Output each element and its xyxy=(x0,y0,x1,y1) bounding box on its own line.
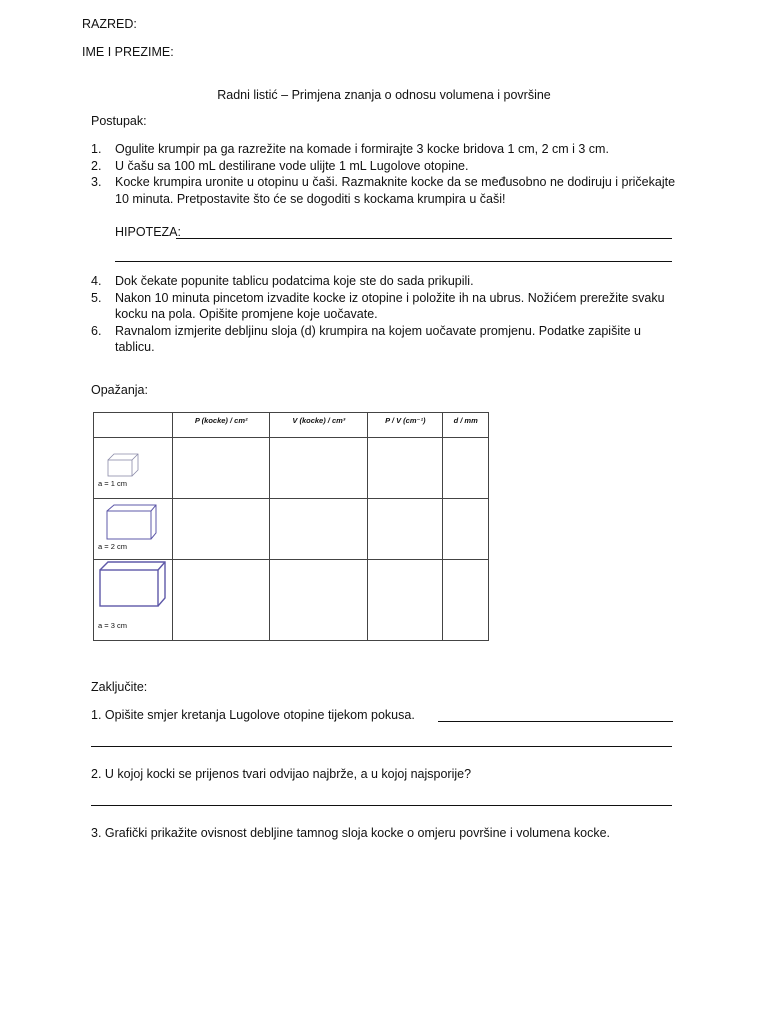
procedure-heading: Postupak: xyxy=(91,114,147,128)
header-cell-empty xyxy=(94,413,173,438)
cell-input[interactable] xyxy=(173,499,270,560)
cell-input[interactable] xyxy=(270,560,368,641)
observations-heading: Opažanja: xyxy=(91,383,148,397)
name-label: IME I PREZIME: xyxy=(82,45,174,59)
step-item: 6. Ravnalom izmjerite debljinu sloja (d) krumpira na kojem uočavate promjenu. Podatke zapišite u tablicu. xyxy=(91,323,641,355)
page-title: Radni listić – Primjena znanja o odnosu volumena i površine xyxy=(217,88,551,102)
hypothesis-line-1[interactable] xyxy=(176,238,672,239)
step-item: 5. Nakon 10 minuta pincetom izvadite kocke iz otopine i položite ih na ubrus. Nožićem prerežite svaku kocku na pola. Opišite promjene koje uočavate. xyxy=(91,290,665,322)
cube-cell-1cm xyxy=(94,438,173,499)
header-cell-thickness: d / mm xyxy=(443,413,489,438)
question-1: 1. Opišite smjer kretanja Lugolove otopine tijekom pokusa. xyxy=(91,708,415,722)
cube-cell-2cm xyxy=(94,499,173,560)
cell-input[interactable] xyxy=(368,499,443,560)
cube-cell-3cm xyxy=(94,560,173,641)
cube-label: a = 1 cm xyxy=(98,479,127,488)
table-row xyxy=(94,499,489,560)
step-item: 4. Dok čekate popunite tablicu podatcima koje ste do sada prikupili. xyxy=(91,274,474,288)
cell-input[interactable] xyxy=(443,499,489,560)
cell-input[interactable] xyxy=(173,560,270,641)
table-row xyxy=(94,560,489,641)
procedure-steps-a xyxy=(91,141,676,207)
question-2: 2. U kojoj kocki se prijenos tvari odvijao najbrže, a u kojoj najsporije? xyxy=(91,767,472,781)
step-item: 1. Ogulite krumpir pa ga razrežite na komade i formirajte 3 kocke bridova 1 cm, 2 cm i 3 cm. xyxy=(91,142,609,156)
cube-label: a = 3 cm xyxy=(98,621,127,630)
cube-label: a = 2 cm xyxy=(98,542,127,551)
cell-input[interactable] xyxy=(443,438,489,499)
question-3: 3. Grafički prikažite ovisnost debljine tamnog sloja kocke o omjeru površine i volumena kocke. xyxy=(91,826,610,840)
header-cell-volume: V (kocke) / cm³ xyxy=(270,413,368,438)
header-cell-ratio: P / V (cm⁻¹) xyxy=(368,413,443,438)
cell-input[interactable] xyxy=(270,499,368,560)
cell-input[interactable] xyxy=(173,438,270,499)
cube-1cm-icon xyxy=(94,438,172,498)
answer-line-1b[interactable] xyxy=(91,746,672,747)
answer-line-1a[interactable] xyxy=(438,721,673,722)
conclusions-heading: Zaključite: xyxy=(91,680,148,694)
cell-input[interactable] xyxy=(443,560,489,641)
cell-input[interactable] xyxy=(270,438,368,499)
hypothesis-line-2[interactable] xyxy=(115,261,672,262)
header-cell-surface: P (kocke) / cm² xyxy=(173,413,270,438)
step-item: 3. Kocke krumpira uronite u otopinu u čaši. Razmaknite kocke da se međusobno ne dodiruju i pričekajte 10 minuta. Pretpostavite što će se dogoditi s kockama krumpira u čaši! xyxy=(91,175,676,206)
step-item: 2. U čašu sa 100 mL destilirane vode ulijte 1 mL Lugolove otopine. xyxy=(91,158,469,173)
table-row xyxy=(94,438,489,499)
procedure-steps-b xyxy=(91,273,676,356)
class-label: RAZRED: xyxy=(82,17,137,31)
table-header-row xyxy=(94,413,489,438)
cell-input[interactable] xyxy=(368,438,443,499)
answer-line-2[interactable] xyxy=(91,805,672,806)
observations-table xyxy=(93,412,489,641)
hypothesis-label: HIPOTEZA: xyxy=(115,225,181,239)
cell-input[interactable] xyxy=(368,560,443,641)
